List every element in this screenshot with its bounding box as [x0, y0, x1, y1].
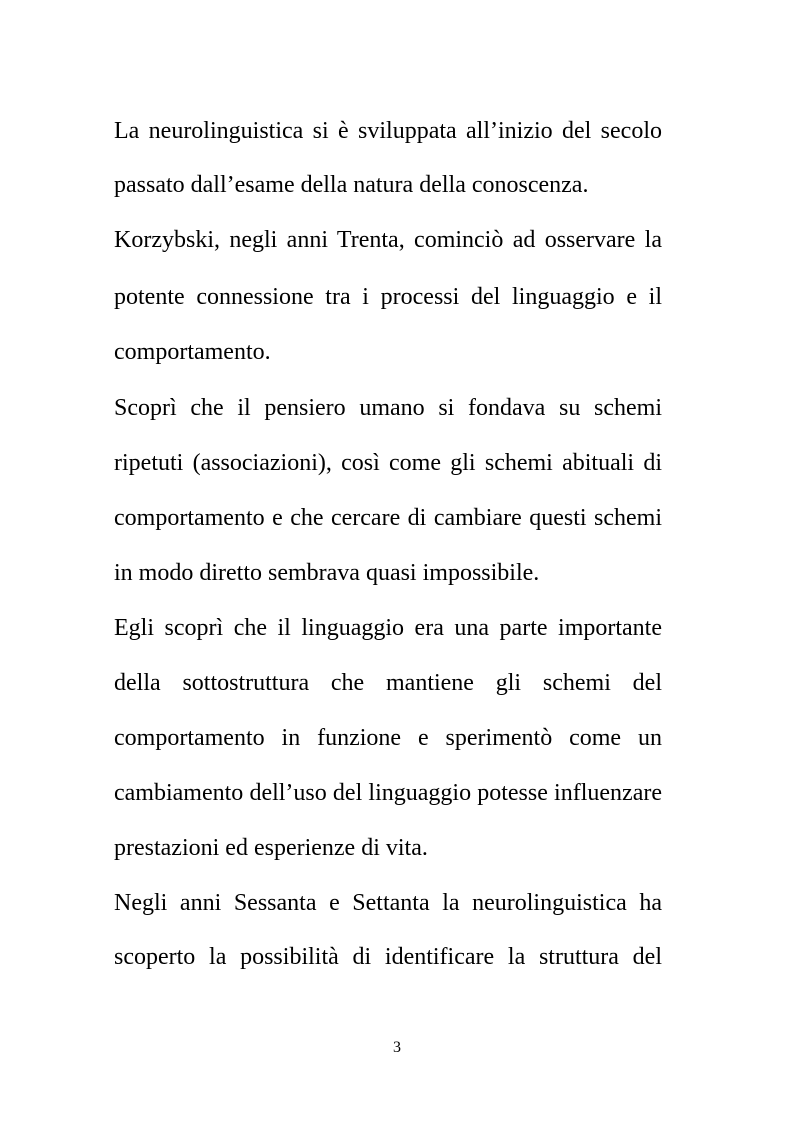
- text-line: scoperto la possibilità di identificare la struttura del: [114, 944, 662, 970]
- text-line: passato dall’esame della natura della conoscenza.: [114, 172, 589, 198]
- text-line: prestazioni ed esperienze di vita.: [114, 835, 428, 861]
- text-line: Scoprì che il pensiero umano si fondava su schemi: [114, 395, 662, 421]
- text-line: della sottostruttura che mantiene gli schemi del: [114, 670, 662, 696]
- page-number: 3: [393, 1039, 401, 1056]
- text-line: comportamento.: [114, 339, 271, 365]
- text-line: comportamento in funzione e sperimentò come un: [114, 725, 662, 751]
- text-line: in modo diretto sembrava quasi impossibile.: [114, 560, 540, 586]
- text-line: ripetuti (associazioni), così come gli schemi abituali di: [114, 450, 662, 476]
- text-line: Korzybski, negli anni Trenta, cominciò ad osservare la: [114, 227, 662, 253]
- text-line: potente connessione tra i processi del linguaggio e il: [114, 284, 662, 310]
- text-line: cambiamento dell’uso del linguaggio potesse influenzare: [114, 780, 662, 806]
- text-line: Egli scoprì che il linguaggio era una parte importante: [114, 615, 662, 641]
- text-line: La neurolinguistica si è sviluppata all’inizio del secolo: [114, 118, 662, 144]
- text-line: Negli anni Sessanta e Settanta la neurolinguistica ha: [114, 890, 662, 916]
- text-line: comportamento e che cercare di cambiare questi schemi: [114, 505, 662, 531]
